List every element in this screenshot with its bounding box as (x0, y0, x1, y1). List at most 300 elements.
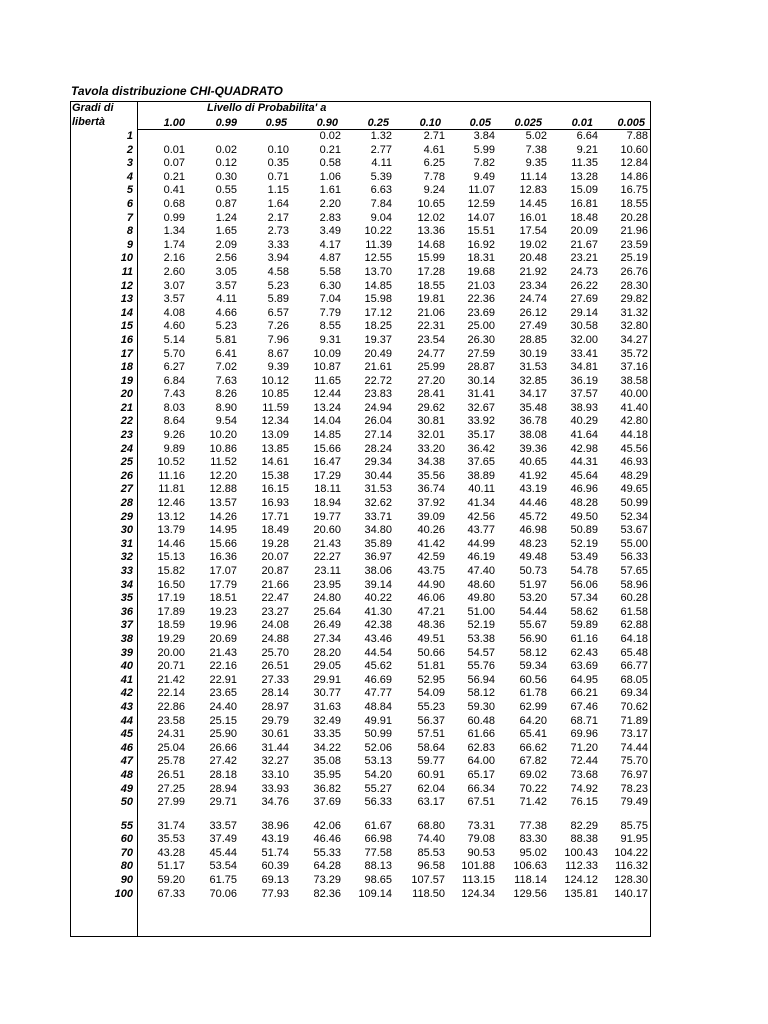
table-row (70, 660, 651, 674)
table-cell: 14.95 (209, 524, 237, 537)
table-cell: 77.38 (519, 819, 547, 832)
table-cell: 7.96 (267, 333, 289, 346)
table-cell: 37.57 (570, 388, 598, 401)
degrees-of-freedom: 16 (120, 333, 133, 346)
table-cell: 9.04 (370, 211, 392, 224)
table-cell: 45.72 (519, 510, 547, 523)
table-cell: 3.57 (163, 293, 185, 306)
table-cell: 6.64 (576, 130, 598, 142)
degrees-of-freedom: 43 (120, 700, 133, 713)
table-cell: 64.20 (519, 714, 547, 727)
table-cell: 85.53 (417, 846, 445, 859)
table-cell: 60.48 (467, 714, 495, 727)
table-cell: 49.91 (364, 714, 392, 727)
table-cell: 25.64 (313, 605, 341, 618)
probability-level-header: 0.025 (514, 117, 542, 129)
table-cell: 9.26 (163, 429, 185, 442)
table-cell: 71.89 (620, 714, 648, 727)
table-cell: 28.41 (417, 388, 445, 401)
table-cell: 44.54 (364, 646, 392, 659)
table-cell: 63.17 (417, 796, 445, 809)
table-cell: 54.44 (519, 605, 547, 618)
table-cell: 0.21 (163, 170, 185, 183)
table-cell: 8.26 (215, 388, 237, 401)
table-cell: 7.04 (319, 293, 341, 306)
table-cell: 9.35 (525, 157, 547, 170)
table-row (70, 307, 651, 321)
table-cell: 23.65 (209, 687, 237, 700)
table-cell: 31.53 (364, 483, 392, 496)
table-cell: 52.95 (417, 673, 445, 686)
table-cell: 33.41 (570, 347, 598, 360)
table-cell: 40.29 (570, 415, 598, 428)
table-cell: 13.79 (157, 524, 185, 537)
table-cell: 18.59 (157, 619, 185, 632)
table-cell: 62.43 (570, 646, 598, 659)
table-cell: 14.85 (313, 429, 341, 442)
table-cell: 61.58 (620, 605, 648, 618)
table-cell: 5.14 (163, 333, 185, 346)
degrees-of-freedom: 17 (120, 347, 133, 360)
table-cell: 18.48 (570, 211, 598, 224)
table-cell: 29.34 (364, 456, 392, 469)
table-cell: 2.56 (215, 252, 237, 265)
table-cell: 23.69 (467, 306, 495, 319)
degrees-of-freedom: 25 (120, 456, 133, 469)
table-cell: 76.97 (620, 768, 648, 781)
table-cell: 0.58 (319, 157, 341, 170)
table-cell: 21.03 (467, 279, 495, 292)
table-cell: 0.35 (267, 157, 289, 170)
table-cell: 38.58 (620, 374, 648, 387)
table-cell: 0.02 (215, 143, 237, 156)
table-cell: 10.85 (261, 388, 289, 401)
table-cell: 38.08 (519, 429, 547, 442)
table-cell: 64.95 (570, 673, 598, 686)
table-cell: 21.42 (157, 673, 185, 686)
probability-level-header: 0.99 (215, 117, 237, 129)
table-cell: 67.82 (519, 755, 547, 768)
table-cell: 53.20 (519, 592, 547, 605)
table-cell: 21.96 (620, 225, 648, 238)
table-cell: 13.36 (417, 225, 445, 238)
table-cell: 21.92 (519, 265, 547, 278)
table-cell: 27.42 (209, 755, 237, 768)
probability-level-header: 0.01 (571, 117, 593, 129)
table-row (70, 184, 651, 198)
table-cell: 51.00 (467, 605, 495, 618)
table-cell: 15.51 (467, 225, 495, 238)
table-cell: 19.77 (313, 510, 341, 523)
table-cell: 15.66 (313, 442, 341, 455)
table-cell: 6.27 (163, 361, 185, 374)
table-cell: 6.57 (267, 306, 289, 319)
table-cell: 61.78 (519, 687, 547, 700)
probability-header: Livello di Probabilita' a (207, 102, 327, 114)
table-cell: 46.96 (570, 483, 598, 496)
table-cell: 21.43 (209, 646, 237, 659)
table-cell: 17.89 (157, 605, 185, 618)
table-cell: 50.73 (519, 565, 547, 577)
degrees-of-freedom: 32 (120, 551, 133, 564)
degrees-of-freedom: 42 (120, 687, 133, 700)
probability-level-header: 0.25 (367, 117, 389, 129)
table-cell: 7.79 (319, 306, 341, 319)
table-cell: 33.20 (417, 442, 445, 455)
table-cell: 43.46 (364, 632, 392, 645)
table-cell: 16.36 (209, 551, 237, 564)
table-cell: 116.32 (615, 860, 648, 873)
table-cell: 2.71 (423, 130, 445, 142)
table-cell: 100.43 (564, 846, 598, 859)
degrees-of-freedom: 31 (120, 537, 133, 550)
table-cell: 18.55 (417, 279, 445, 292)
table-cell: 5.89 (267, 293, 289, 306)
table-cell: 24.80 (313, 592, 341, 605)
table-cell: 74.92 (570, 782, 598, 795)
table-cell: 31.44 (261, 741, 289, 754)
degrees-of-freedom: 14 (120, 306, 133, 319)
table-cell: 5.58 (319, 265, 341, 278)
table-cell: 66.21 (570, 687, 598, 700)
table-cell: 4.11 (371, 157, 392, 170)
degrees-of-freedom: 49 (120, 782, 133, 795)
table-row (70, 715, 651, 729)
table-cell: 24.31 (157, 728, 185, 741)
table-cell: 26.51 (157, 768, 185, 781)
table-cell: 10.22 (364, 225, 392, 238)
table-cell: 3.49 (319, 225, 341, 238)
table-row (70, 820, 651, 834)
table-cell: 2.77 (370, 143, 392, 156)
table-cell: 34.27 (620, 333, 648, 346)
table-cell: 48.23 (519, 537, 547, 550)
degrees-of-freedom: 21 (120, 401, 133, 414)
table-cell: 42.80 (620, 415, 648, 428)
table-cell: 48.29 (620, 469, 648, 482)
table-cell: 33.10 (261, 768, 289, 781)
df-header-line2: libertà (72, 116, 106, 128)
table-row (70, 796, 651, 810)
table-cell: 28.87 (467, 361, 495, 374)
degrees-of-freedom: 27 (120, 483, 133, 496)
table-cell: 25.78 (157, 755, 185, 768)
table-cell: 3.84 (473, 130, 495, 142)
table-cell: 62.99 (519, 700, 547, 713)
table-row (70, 130, 651, 144)
table-cell: 50.99 (364, 728, 392, 741)
table-cell: 22.47 (261, 592, 289, 605)
table-cell: 18.55 (620, 197, 648, 210)
table-cell: 20.69 (209, 632, 237, 645)
table-cell: 20.49 (364, 347, 392, 360)
table-cell: 30.61 (261, 728, 289, 741)
table-cell: 66.34 (467, 782, 495, 795)
table-cell: 1.61 (319, 184, 341, 197)
table-cell: 30.19 (519, 347, 547, 360)
degrees-of-freedom: 48 (120, 768, 133, 781)
table-row (70, 565, 651, 579)
table-cell: 32.85 (519, 374, 547, 387)
degrees-of-freedom: 100 (114, 887, 133, 900)
table-cell: 46.06 (417, 592, 445, 605)
table-cell: 26.30 (467, 333, 495, 346)
table-cell: 52.34 (620, 510, 648, 523)
table-cell: 11.81 (158, 483, 185, 496)
table-cell: 2.83 (319, 211, 341, 224)
table-cell: 36.74 (417, 483, 445, 496)
table-cell: 57.51 (417, 728, 445, 741)
table-cell: 18.11 (314, 483, 341, 496)
table-cell: 7.84 (370, 197, 392, 210)
table-cell: 49.80 (467, 592, 495, 605)
table-cell: 28.85 (519, 333, 547, 346)
table-cell: 0.02 (319, 130, 341, 142)
table-cell: 5.81 (215, 333, 237, 346)
table-cell: 19.68 (467, 265, 495, 278)
table-cell: 20.48 (519, 252, 547, 265)
table-cell: 7.43 (163, 388, 185, 401)
degrees-of-freedom: 2 (126, 143, 133, 156)
table-cell: 11.07 (468, 184, 495, 197)
table-cell: 41.40 (620, 401, 648, 414)
table-cell: 26.66 (209, 741, 237, 754)
table-cell: 0.68 (163, 197, 185, 210)
degrees-of-freedom: 50 (120, 796, 133, 809)
table-cell: 15.66 (209, 537, 237, 550)
table-cell: 4.61 (423, 143, 445, 156)
table-cell: 17.07 (209, 565, 237, 577)
table-cell: 68.05 (620, 673, 648, 686)
table-cell: 31.32 (620, 306, 648, 319)
table-cell: 23.95 (313, 578, 341, 591)
table-cell: 2.16 (163, 252, 185, 265)
table-cell: 1.65 (215, 225, 237, 238)
table-cell: 1.74 (163, 238, 185, 251)
table-cell: 16.81 (570, 197, 598, 210)
table-cell: 21.43 (313, 537, 341, 550)
table-cell: 9.89 (163, 442, 185, 455)
table-cell: 98.65 (364, 874, 392, 887)
table-cell: 0.01 (163, 143, 185, 156)
table-cell: 34.80 (364, 524, 392, 537)
table-cell: 28.14 (261, 687, 289, 700)
table-cell: 39.14 (364, 578, 392, 591)
probability-level-header: 0.005 (617, 117, 645, 129)
table-cell: 3.07 (163, 279, 185, 292)
table-cell: 12.34 (261, 415, 289, 428)
table-row (70, 619, 651, 633)
degrees-of-freedom: 70 (120, 846, 133, 859)
table-cell: 42.56 (467, 510, 495, 523)
table-row (70, 633, 651, 647)
table-cell: 46.69 (364, 673, 392, 686)
table-cell: 6.30 (319, 279, 341, 292)
table-cell: 5.23 (267, 279, 289, 292)
table-cell: 43.19 (519, 483, 547, 496)
table-cell: 13.12 (157, 510, 185, 523)
table-cell: 83.30 (519, 833, 547, 846)
degrees-of-freedom: 7 (126, 211, 133, 224)
table-cell: 26.12 (519, 306, 547, 319)
table-cell: 52.19 (570, 537, 598, 550)
table-cell: 22.27 (313, 551, 341, 564)
table-cell: 8.55 (319, 320, 341, 333)
degrees-of-freedom: 39 (120, 646, 133, 659)
table-cell: 49.48 (519, 551, 547, 564)
table-cell: 41.42 (417, 537, 445, 550)
table-cell: 58.62 (570, 605, 598, 618)
table-cell: 12.84 (620, 157, 648, 170)
table-row (70, 833, 651, 847)
table-cell: 44.46 (519, 497, 547, 510)
table-row (70, 769, 651, 783)
table-cell: 11.39 (365, 238, 392, 251)
table-cell: 1.06 (319, 170, 341, 183)
table-cell: 22.31 (417, 320, 445, 333)
table-cell: 78.23 (620, 782, 648, 795)
table-cell: 50.66 (417, 646, 445, 659)
table-cell: 8.90 (215, 401, 237, 414)
table-cell: 27.25 (157, 782, 185, 795)
table-cell: 56.33 (620, 551, 648, 564)
table-cell: 64.00 (467, 755, 495, 768)
degrees-of-freedom: 15 (120, 320, 133, 333)
table-cell: 20.60 (313, 524, 341, 537)
table-cell: 32.27 (261, 755, 289, 768)
table-cell: 40.11 (468, 483, 495, 496)
degrees-of-freedom: 28 (120, 497, 133, 510)
table-cell: 12.20 (209, 469, 237, 482)
table-cell: 6.84 (163, 374, 185, 387)
table-cell: 30.77 (313, 687, 341, 700)
table-cell: 14.07 (467, 211, 495, 224)
degrees-of-freedom: 29 (120, 510, 133, 523)
table-cell: 44.90 (417, 578, 445, 591)
degrees-of-freedom: 80 (120, 860, 133, 873)
table-cell: 10.60 (620, 143, 648, 156)
table-row (70, 579, 651, 593)
table-cell: 20.07 (261, 551, 289, 564)
degrees-of-freedom: 41 (120, 673, 133, 686)
table-row (70, 157, 651, 171)
table-cell: 24.94 (364, 401, 392, 414)
table-cell: 74.44 (620, 741, 648, 754)
table-cell: 32.49 (313, 714, 341, 727)
table-cell: 35.17 (467, 429, 495, 442)
table-cell: 11.52 (210, 456, 237, 469)
table-cell: 88.38 (570, 833, 598, 846)
table-cell: 24.08 (261, 619, 289, 632)
table-cell: 19.96 (209, 619, 237, 632)
table-row (70, 144, 651, 158)
table-cell: 58.12 (467, 687, 495, 700)
table-row (70, 415, 651, 429)
table-cell: 1.15 (267, 184, 289, 197)
table-cell: 73.17 (620, 728, 648, 741)
degrees-of-freedom: 13 (120, 293, 133, 306)
degrees-of-freedom: 90 (120, 874, 133, 887)
table-cell: 24.77 (417, 347, 445, 360)
table-cell: 1.24 (215, 211, 237, 224)
table-cell: 20.09 (570, 225, 598, 238)
table-cell: 135.81 (564, 887, 598, 900)
table-cell: 69.34 (620, 687, 648, 700)
table-cell: 67.33 (157, 887, 185, 900)
table-cell: 1.32 (370, 130, 392, 142)
table-cell: 0.12 (215, 157, 237, 170)
table-cell: 19.23 (209, 605, 237, 618)
table-cell: 56.06 (570, 578, 598, 591)
probability-header-row (137, 116, 651, 130)
table-cell: 4.11 (216, 293, 237, 306)
degrees-of-freedom: 60 (120, 833, 133, 846)
table-cell: 41.92 (519, 469, 547, 482)
table-cell: 45.64 (570, 469, 598, 482)
table-cell: 7.78 (423, 170, 445, 183)
degrees-of-freedom: 24 (120, 442, 133, 455)
table-cell: 8.67 (267, 347, 289, 360)
table-cell: 42.59 (417, 551, 445, 564)
table-cell: 17.12 (364, 306, 392, 319)
table-cell: 37.65 (467, 456, 495, 469)
table-cell: 51.97 (519, 578, 547, 591)
degrees-of-freedom: 8 (126, 225, 133, 238)
table-cell: 56.90 (519, 632, 547, 645)
table-cell: 66.62 (519, 741, 547, 754)
table-row (70, 239, 651, 253)
table-cell: 70.06 (209, 887, 237, 900)
table-cell: 7.88 (626, 130, 648, 142)
table-cell: 4.60 (163, 320, 185, 333)
degrees-of-freedom: 3 (126, 157, 133, 170)
table-cell: 12.02 (417, 211, 445, 224)
table-cell: 1.34 (163, 225, 185, 238)
table-cell: 55.27 (364, 782, 392, 795)
table-cell: 20.00 (157, 646, 185, 659)
table-cell: 36.78 (519, 415, 547, 428)
table-row (70, 847, 651, 861)
table-cell: 42.06 (313, 819, 341, 832)
table-cell: 19.02 (519, 238, 547, 251)
degrees-of-freedom: 46 (120, 741, 133, 754)
table-cell: 35.48 (519, 401, 547, 414)
table-row (70, 456, 651, 470)
table-cell: 4.58 (267, 265, 289, 278)
table-cell: 14.04 (313, 415, 341, 428)
table-cell: 37.49 (209, 833, 237, 846)
table-cell: 9.39 (267, 361, 289, 374)
degrees-of-freedom: 30 (120, 524, 133, 537)
table-row (70, 483, 651, 497)
table-cell: 16.47 (313, 456, 341, 469)
table-cell: 20.28 (620, 211, 648, 224)
table-cell: 12.44 (313, 388, 341, 401)
table-row (70, 783, 651, 797)
table-cell: 23.11 (314, 565, 341, 577)
table-cell: 54.57 (467, 646, 495, 659)
table-cell: 31.41 (467, 388, 495, 401)
table-cell: 53.54 (209, 860, 237, 873)
table-cell: 52.06 (364, 741, 392, 754)
table-cell: 34.22 (313, 741, 341, 754)
table-cell: 51.17 (157, 860, 185, 873)
table-cell: 66.98 (364, 833, 392, 846)
table-cell: 68.71 (570, 714, 598, 727)
table-cell: 32.00 (570, 333, 598, 346)
table-cell: 88.13 (364, 860, 392, 873)
table-cell: 36.42 (467, 442, 495, 455)
